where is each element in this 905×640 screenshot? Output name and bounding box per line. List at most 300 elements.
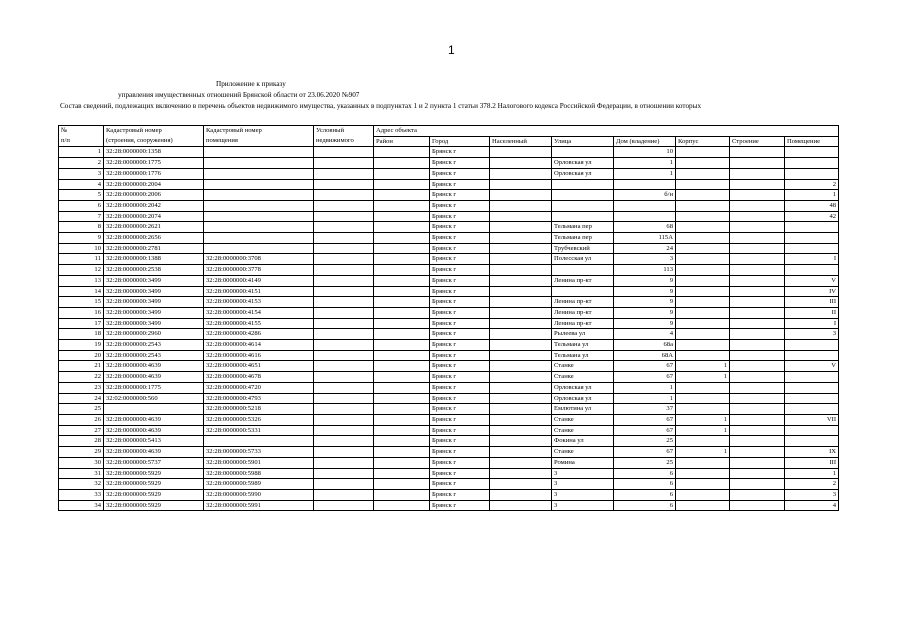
cell-cadastral-number: 32:28:0000000:3499 xyxy=(104,297,204,308)
cell-city: Брянск г xyxy=(430,190,490,201)
cell-building xyxy=(676,393,730,404)
cell-premises-cadastral-number xyxy=(204,436,314,447)
cell-premises-cadastral-number xyxy=(204,190,314,201)
cell-settlement xyxy=(490,243,552,254)
table-row xyxy=(59,243,839,254)
cell-premises-cadastral-number xyxy=(204,168,314,179)
cell-district xyxy=(374,468,430,479)
cell-settlement xyxy=(490,361,552,372)
table-row xyxy=(59,425,839,436)
cell-structure xyxy=(730,307,785,318)
cell-structure xyxy=(730,447,785,458)
cell-conditional-number xyxy=(314,393,374,404)
col-header-address-group: Адрес объекта xyxy=(374,126,839,137)
cell-building xyxy=(676,211,730,222)
table-row xyxy=(59,436,839,447)
cell-structure xyxy=(730,179,785,190)
cell-premises: II xyxy=(785,307,839,318)
cell-district xyxy=(374,436,430,447)
cell-district xyxy=(374,168,430,179)
cell-settlement xyxy=(490,372,552,383)
cell-row-number: 10 xyxy=(59,243,104,254)
cell-street: Тельмана ул xyxy=(552,350,614,361)
cell-settlement xyxy=(490,479,552,490)
cell-conditional-number xyxy=(314,372,374,383)
cell-street xyxy=(552,200,614,211)
cell-city: Брянск г xyxy=(430,297,490,308)
cell-premises xyxy=(785,147,839,158)
cell-building: 1 xyxy=(676,447,730,458)
cell-premises-cadastral-number: 32:28:0000000:5331 xyxy=(204,425,314,436)
cell-building xyxy=(676,158,730,169)
table-header-row-1 xyxy=(59,126,839,137)
cell-settlement xyxy=(490,254,552,265)
cell-city: Брянск г xyxy=(430,350,490,361)
cell-row-number: 9 xyxy=(59,233,104,244)
cell-house: 1 xyxy=(614,393,676,404)
cell-city: Брянск г xyxy=(430,489,490,500)
cell-row-number: 26 xyxy=(59,414,104,425)
cell-house: б/н xyxy=(614,190,676,201)
cell-structure xyxy=(730,222,785,233)
cell-premises: 3 xyxy=(785,489,839,500)
cell-conditional-number xyxy=(314,307,374,318)
cell-city: Брянск г xyxy=(430,329,490,340)
cell-street: Станке xyxy=(552,414,614,425)
cell-district xyxy=(374,158,430,169)
col-header-number-sub: п/п xyxy=(59,136,104,147)
cell-premises xyxy=(785,372,839,383)
cell-house: 67 xyxy=(614,372,676,383)
cell-premises xyxy=(785,382,839,393)
cell-city: Брянск г xyxy=(430,382,490,393)
col-header-number: № xyxy=(59,126,104,137)
table-row xyxy=(59,372,839,383)
cell-settlement xyxy=(490,468,552,479)
cell-conditional-number xyxy=(314,350,374,361)
table-row xyxy=(59,404,839,415)
cell-structure xyxy=(730,254,785,265)
cell-row-number: 25 xyxy=(59,404,104,415)
cell-cadastral-number: 32:28:0000000:2543 xyxy=(104,350,204,361)
cell-street: Орловская ул xyxy=(552,393,614,404)
cell-street xyxy=(552,286,614,297)
cell-conditional-number xyxy=(314,414,374,425)
cell-row-number: 16 xyxy=(59,307,104,318)
cell-conditional-number xyxy=(314,158,374,169)
cell-cadastral-number: 32:28:0000000:4639 xyxy=(104,414,204,425)
cell-building xyxy=(676,329,730,340)
cell-cadastral-number: 32:28:0000000:3499 xyxy=(104,286,204,297)
cell-house: 67 xyxy=(614,414,676,425)
cell-row-number: 5 xyxy=(59,190,104,201)
cell-premises-cadastral-number: 32:28:0000000:4151 xyxy=(204,286,314,297)
cell-district xyxy=(374,447,430,458)
cell-house: 113 xyxy=(614,265,676,276)
cell-row-number: 30 xyxy=(59,457,104,468)
cell-structure xyxy=(730,275,785,286)
cell-district xyxy=(374,307,430,318)
cell-premises xyxy=(785,265,839,276)
cell-district xyxy=(374,286,430,297)
col-header-conditional: Условный xyxy=(314,126,374,137)
cell-street xyxy=(552,265,614,276)
cell-structure xyxy=(730,243,785,254)
cell-building: 1 xyxy=(676,372,730,383)
cell-premises-cadastral-number: 32:28:0000000:4651 xyxy=(204,361,314,372)
cell-premises-cadastral-number: 32:28:0000000:4153 xyxy=(204,297,314,308)
order-reference: управления имущественных отношений Брянской области от 23.06.2020 №907 xyxy=(118,91,360,99)
cell-street: Орловская ул xyxy=(552,158,614,169)
col-header-settlement: Населенный xyxy=(490,136,552,147)
cell-conditional-number xyxy=(314,211,374,222)
cell-row-number: 15 xyxy=(59,297,104,308)
cell-house: 1 xyxy=(614,382,676,393)
table-row xyxy=(59,265,839,276)
cell-cadastral-number: 32:28:0000000:5929 xyxy=(104,489,204,500)
table-row xyxy=(59,457,839,468)
cell-conditional-number xyxy=(314,361,374,372)
cell-street: Ленина пр-кт xyxy=(552,307,614,318)
cell-city: Брянск г xyxy=(430,222,490,233)
cell-structure xyxy=(730,158,785,169)
cell-premises xyxy=(785,222,839,233)
cell-building: 1 xyxy=(676,361,730,372)
cell-cadastral-number: 32:28:0000000:2781 xyxy=(104,243,204,254)
cell-premises xyxy=(785,243,839,254)
cell-premises-cadastral-number: 32:28:0000000:4720 xyxy=(204,382,314,393)
cell-row-number: 27 xyxy=(59,425,104,436)
cell-district xyxy=(374,489,430,500)
cell-house: 9 xyxy=(614,297,676,308)
cell-house: 6 xyxy=(614,489,676,500)
cell-street: Орловская ул xyxy=(552,382,614,393)
cell-premises-cadastral-number: 32:28:0000000:4155 xyxy=(204,318,314,329)
cell-conditional-number xyxy=(314,489,374,500)
cell-city: Брянск г xyxy=(430,500,490,511)
cell-cadastral-number: 32:28:0000000:2074 xyxy=(104,211,204,222)
cell-premises: 42 xyxy=(785,211,839,222)
cell-structure xyxy=(730,329,785,340)
table-row xyxy=(59,340,839,351)
cell-house: 3 xyxy=(614,254,676,265)
cell-row-number: 12 xyxy=(59,265,104,276)
cell-settlement xyxy=(490,222,552,233)
cell-structure xyxy=(730,361,785,372)
cell-settlement xyxy=(490,211,552,222)
cell-settlement xyxy=(490,393,552,404)
cell-district xyxy=(374,275,430,286)
cell-street: Станке xyxy=(552,447,614,458)
cell-building xyxy=(676,179,730,190)
cell-premises xyxy=(785,436,839,447)
table-row xyxy=(59,158,839,169)
cell-street: Станке xyxy=(552,425,614,436)
cell-row-number: 6 xyxy=(59,200,104,211)
cell-structure xyxy=(730,297,785,308)
col-header-street: Улица xyxy=(552,136,614,147)
cell-house: 9 xyxy=(614,307,676,318)
cell-city: Брянск г xyxy=(430,457,490,468)
cell-conditional-number xyxy=(314,147,374,158)
cell-city: Брянск г xyxy=(430,318,490,329)
table-row xyxy=(59,447,839,458)
cell-premises xyxy=(785,350,839,361)
table-row xyxy=(59,393,839,404)
cell-settlement xyxy=(490,447,552,458)
cell-row-number: 17 xyxy=(59,318,104,329)
table-row xyxy=(59,414,839,425)
cell-settlement xyxy=(490,307,552,318)
cell-premises-cadastral-number: 32:28:0000000:5326 xyxy=(204,414,314,425)
cell-building xyxy=(676,254,730,265)
cell-premises-cadastral-number xyxy=(204,243,314,254)
cell-row-number: 23 xyxy=(59,382,104,393)
cell-premises-cadastral-number: 32:28:0000000:4286 xyxy=(204,329,314,340)
cell-structure xyxy=(730,340,785,351)
cell-cadastral-number: 32:28:0000000:1388 xyxy=(104,254,204,265)
cell-cadastral-number: 32:28:0000000:3499 xyxy=(104,318,204,329)
cell-cadastral-number: 32:28:0000000:1775 xyxy=(104,158,204,169)
cell-city: Брянск г xyxy=(430,425,490,436)
cell-row-number: 32 xyxy=(59,479,104,490)
cell-city: Брянск г xyxy=(430,393,490,404)
cell-structure xyxy=(730,211,785,222)
cell-house: 1 xyxy=(614,168,676,179)
cell-street: Тельмана пер xyxy=(552,222,614,233)
cell-settlement xyxy=(490,286,552,297)
cell-building: 1 xyxy=(676,425,730,436)
cell-conditional-number xyxy=(314,447,374,458)
page-number: 1 xyxy=(448,43,455,57)
table-row xyxy=(59,254,839,265)
cell-house: 9 xyxy=(614,286,676,297)
table-row xyxy=(59,222,839,233)
cell-premises-cadastral-number xyxy=(204,158,314,169)
cell-structure xyxy=(730,147,785,158)
cell-conditional-number xyxy=(314,200,374,211)
cell-conditional-number xyxy=(314,468,374,479)
cell-city: Брянск г xyxy=(430,372,490,383)
cell-premises-cadastral-number: 32:28:0000000:5901 xyxy=(204,457,314,468)
cell-conditional-number xyxy=(314,265,374,276)
cell-cadastral-number: 32:28:0000000:1358 xyxy=(104,147,204,158)
cell-conditional-number xyxy=(314,436,374,447)
cell-row-number: 34 xyxy=(59,500,104,511)
table-row xyxy=(59,190,839,201)
cell-cadastral-number: 32:28:0000000:1776 xyxy=(104,168,204,179)
cell-building xyxy=(676,297,730,308)
cell-city: Брянск г xyxy=(430,436,490,447)
cell-district xyxy=(374,457,430,468)
cell-row-number: 13 xyxy=(59,275,104,286)
cell-city: Брянск г xyxy=(430,233,490,244)
cell-premises-cadastral-number: 32:28:0000000:5733 xyxy=(204,447,314,458)
cell-district xyxy=(374,243,430,254)
cell-city: Брянск г xyxy=(430,179,490,190)
cell-cadastral-number: 32:28:0000000:2538 xyxy=(104,265,204,276)
cell-premises-cadastral-number: 32:28:0000000:4614 xyxy=(204,340,314,351)
cell-structure xyxy=(730,436,785,447)
cell-settlement xyxy=(490,425,552,436)
cell-premises-cadastral-number: 32:28:0000000:3708 xyxy=(204,254,314,265)
cell-structure xyxy=(730,286,785,297)
cell-conditional-number xyxy=(314,286,374,297)
cell-structure xyxy=(730,372,785,383)
cell-building xyxy=(676,340,730,351)
cell-conditional-number xyxy=(314,233,374,244)
cell-settlement xyxy=(490,404,552,415)
cell-structure xyxy=(730,168,785,179)
table-row xyxy=(59,361,839,372)
cell-row-number: 19 xyxy=(59,340,104,351)
cell-house: 9 xyxy=(614,275,676,286)
cell-building xyxy=(676,168,730,179)
cell-building xyxy=(676,318,730,329)
cell-district xyxy=(374,265,430,276)
col-header-structure: Строение xyxy=(730,136,785,147)
cell-row-number: 22 xyxy=(59,372,104,383)
cell-cadastral-number: 32:28:0000000:2004 xyxy=(104,179,204,190)
cell-premises xyxy=(785,404,839,415)
col-header-cadastral-premises-sub: помещения xyxy=(204,136,314,147)
table-row xyxy=(59,297,839,308)
cell-structure xyxy=(730,468,785,479)
cell-premises: 2 xyxy=(785,179,839,190)
cell-city: Брянск г xyxy=(430,265,490,276)
cell-street: Емлютина ул xyxy=(552,404,614,415)
cell-cadastral-number: 32:28:0000000:4639 xyxy=(104,425,204,436)
cell-premises: IV xyxy=(785,286,839,297)
cell-house xyxy=(614,179,676,190)
cell-premises: IX xyxy=(785,447,839,458)
table-row xyxy=(59,468,839,479)
cell-cadastral-number: 32:28:0000000:5737 xyxy=(104,457,204,468)
cell-settlement xyxy=(490,265,552,276)
cell-cadastral-number: 32:28:0000000:1775 xyxy=(104,382,204,393)
cell-row-number: 1 xyxy=(59,147,104,158)
cell-building xyxy=(676,147,730,158)
cell-street: Полесская ул xyxy=(552,254,614,265)
cell-structure xyxy=(730,200,785,211)
order-appendix-title: Приложение к приказу xyxy=(216,80,286,88)
col-header-city: Город xyxy=(430,136,490,147)
table-row xyxy=(59,489,839,500)
cell-house: 68А xyxy=(614,350,676,361)
cell-street: Ленина пр-кт xyxy=(552,297,614,308)
cell-premises-cadastral-number xyxy=(204,179,314,190)
cell-district xyxy=(374,254,430,265)
cell-city: Брянск г xyxy=(430,243,490,254)
cell-settlement xyxy=(490,414,552,425)
cell-premises: V xyxy=(785,275,839,286)
cell-house: 68 xyxy=(614,222,676,233)
cell-premises: VII xyxy=(785,414,839,425)
cell-settlement xyxy=(490,457,552,468)
cell-settlement xyxy=(490,158,552,169)
cell-premises-cadastral-number xyxy=(204,233,314,244)
cell-district xyxy=(374,350,430,361)
table-row xyxy=(59,479,839,490)
cell-building xyxy=(676,222,730,233)
cell-premises xyxy=(785,158,839,169)
cell-premises xyxy=(785,425,839,436)
cell-house: 67 xyxy=(614,361,676,372)
cell-settlement xyxy=(490,489,552,500)
cell-premises: I xyxy=(785,254,839,265)
cell-street xyxy=(552,190,614,201)
cell-district xyxy=(374,233,430,244)
cell-district xyxy=(374,425,430,436)
cell-premises-cadastral-number xyxy=(204,211,314,222)
cell-street xyxy=(552,147,614,158)
cell-premises-cadastral-number: 32:28:0000000:5991 xyxy=(204,500,314,511)
cell-premises-cadastral-number: 32:28:0000000:5990 xyxy=(204,489,314,500)
cell-cadastral-number: 32:28:0000000:4639 xyxy=(104,372,204,383)
col-header-conditional-sub: недвижимого xyxy=(314,136,374,147)
cell-settlement xyxy=(490,500,552,511)
cell-settlement xyxy=(490,179,552,190)
cell-city: Брянск г xyxy=(430,414,490,425)
cell-premises xyxy=(785,168,839,179)
cell-premises: 4 xyxy=(785,500,839,511)
cell-premises-cadastral-number: 32:28:0000000:5218 xyxy=(204,404,314,415)
cell-house xyxy=(614,200,676,211)
cell-row-number: 7 xyxy=(59,211,104,222)
cell-row-number: 3 xyxy=(59,168,104,179)
cell-premises: I xyxy=(785,318,839,329)
cell-settlement xyxy=(490,340,552,351)
cell-premises: 48 xyxy=(785,200,839,211)
cell-structure xyxy=(730,457,785,468)
cell-conditional-number xyxy=(314,190,374,201)
cell-building xyxy=(676,382,730,393)
cell-city: Брянск г xyxy=(430,286,490,297)
cell-district xyxy=(374,340,430,351)
cell-cadastral-number: 32:28:0000000:3499 xyxy=(104,275,204,286)
table-row xyxy=(59,200,839,211)
cell-street: Станке xyxy=(552,372,614,383)
cell-street: 3 xyxy=(552,500,614,511)
cell-settlement xyxy=(490,382,552,393)
cell-premises-cadastral-number: 32:28:0000000:4154 xyxy=(204,307,314,318)
cell-premises-cadastral-number: 32:28:0000000:4678 xyxy=(204,372,314,383)
table-row xyxy=(59,233,839,244)
cell-city: Брянск г xyxy=(430,275,490,286)
cell-structure xyxy=(730,190,785,201)
cell-street: Трубчевский xyxy=(552,243,614,254)
cell-row-number: 24 xyxy=(59,393,104,404)
cell-street: Рылеева ул xyxy=(552,329,614,340)
cell-building: 1 xyxy=(676,414,730,425)
cell-building xyxy=(676,243,730,254)
cell-building xyxy=(676,404,730,415)
cell-house: 37 xyxy=(614,404,676,415)
cell-conditional-number xyxy=(314,318,374,329)
cell-district xyxy=(374,179,430,190)
cell-conditional-number xyxy=(314,168,374,179)
cell-city: Брянск г xyxy=(430,479,490,490)
cell-conditional-number xyxy=(314,425,374,436)
cell-conditional-number xyxy=(314,457,374,468)
cell-row-number: 11 xyxy=(59,254,104,265)
cell-cadastral-number: 32:28:0000000:2006 xyxy=(104,190,204,201)
cell-house: 1 xyxy=(614,158,676,169)
cell-row-number: 8 xyxy=(59,222,104,233)
cell-premises-cadastral-number: 32:28:0000000:4793 xyxy=(204,393,314,404)
cell-conditional-number xyxy=(314,329,374,340)
cell-city: Брянск г xyxy=(430,147,490,158)
